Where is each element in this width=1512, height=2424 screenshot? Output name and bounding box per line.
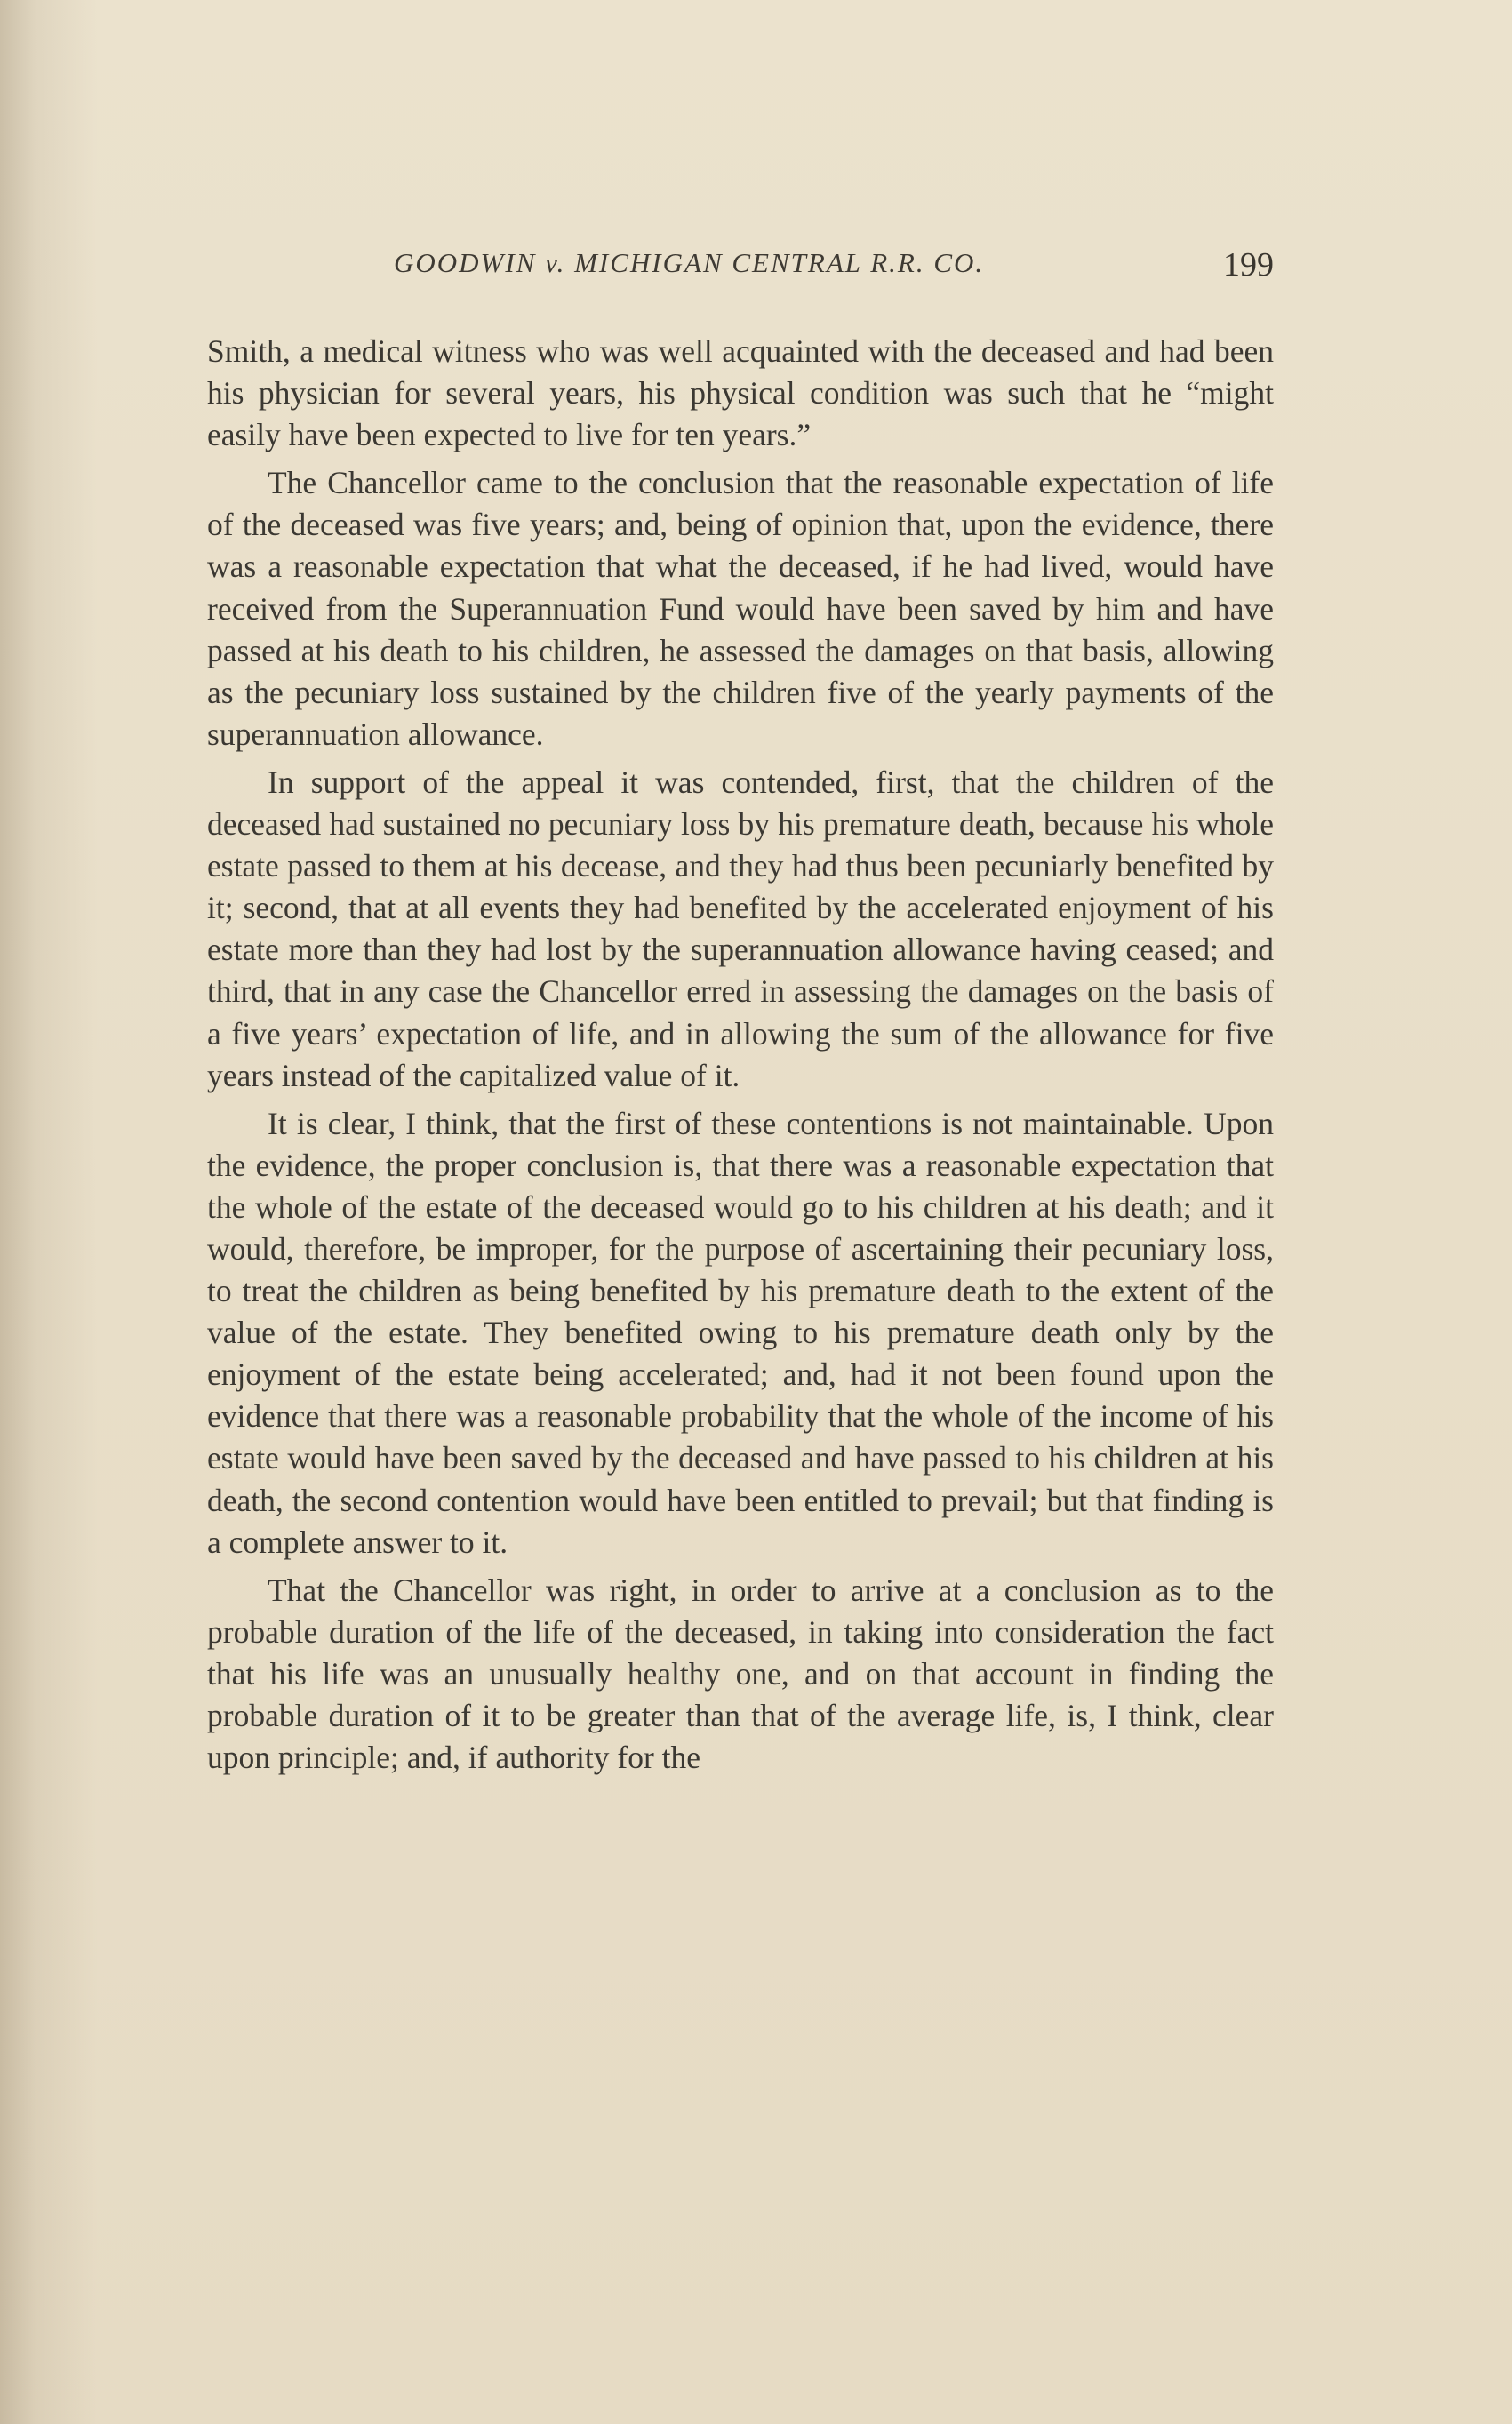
page-number: 199 — [1223, 246, 1274, 284]
running-title: GOODWIN v. MICHIGAN CENTRAL R.R. CO. — [394, 247, 985, 278]
paragraph-3: In support of the appeal it was contended, first, that the children of the deceased had sustained no pecuniary loss by his premature death, because his whole estate passed to them at his decease, and they had thus been pecuniarly benefited by it; second, that at all events they had benefited by the accelerated enjoyment of his estate more than they had lost by the superannuation allowance having ceased; and third, that in any case the Chancellor erred in assessing the damages on the basis of a five years’ expectation of life, and in allowing the sum of the allowance for five years instead of the capitalized value of it. — [207, 764, 1274, 1093]
paragraph-5: That the Chancellor was right, in order to arrive at a conclusion as to the probable duration of the life of the deceased, in taking into consideration the fact that his life was an unusually healthy one, and on that account in finding the probable duration of it to be greater than that of the average life, is, I think, clear upon principle; and, if authority for the — [207, 1572, 1274, 1776]
running-head — [207, 247, 1274, 292]
paragraph-1: Smith, a medical witness who was well acquainted with the deceased and had been his physician for several years, his physical condition was such that he “might easily have been expected to live for ten years.” — [207, 333, 1274, 453]
paragraph-2: The Chancellor came to the conclusion that the reasonable expectation of life of the deceased was five years; and, being of opinion that, upon the evidence, there was a reasonable expectation that what the deceased, if he had lived, would have received from the Superannuation Fund would have been saved by him and have passed at his death to his children, he assessed the damages on that basis, allowing as the pecuniary loss sustained by the children five of the yearly payments of the superannuation allowance. — [207, 465, 1274, 752]
text-body — [207, 331, 1274, 1785]
paragraph-4: It is clear, I think, that the first of these contentions is not maintainable. Upon the evidence, the proper conclusion is, that there was a reasonable expectation that the whole of the estate of the deceased would go to his children at his death; and it would, therefore, be improper, for the purpose of ascertaining their pecuniary loss, to treat the children as being benefited by his premature death to the extent of the value of the estate. They benefited owing to his premature death only by the enjoyment of the estate being accelerated; and, had it not been found upon the evidence that there was a reasonable probability that the whole of the income of his estate would have been saved by the deceased and have passed to his children at his death, the second contention would have been entitled to prevail; but that finding is a complete answer to it. — [207, 1105, 1274, 1560]
